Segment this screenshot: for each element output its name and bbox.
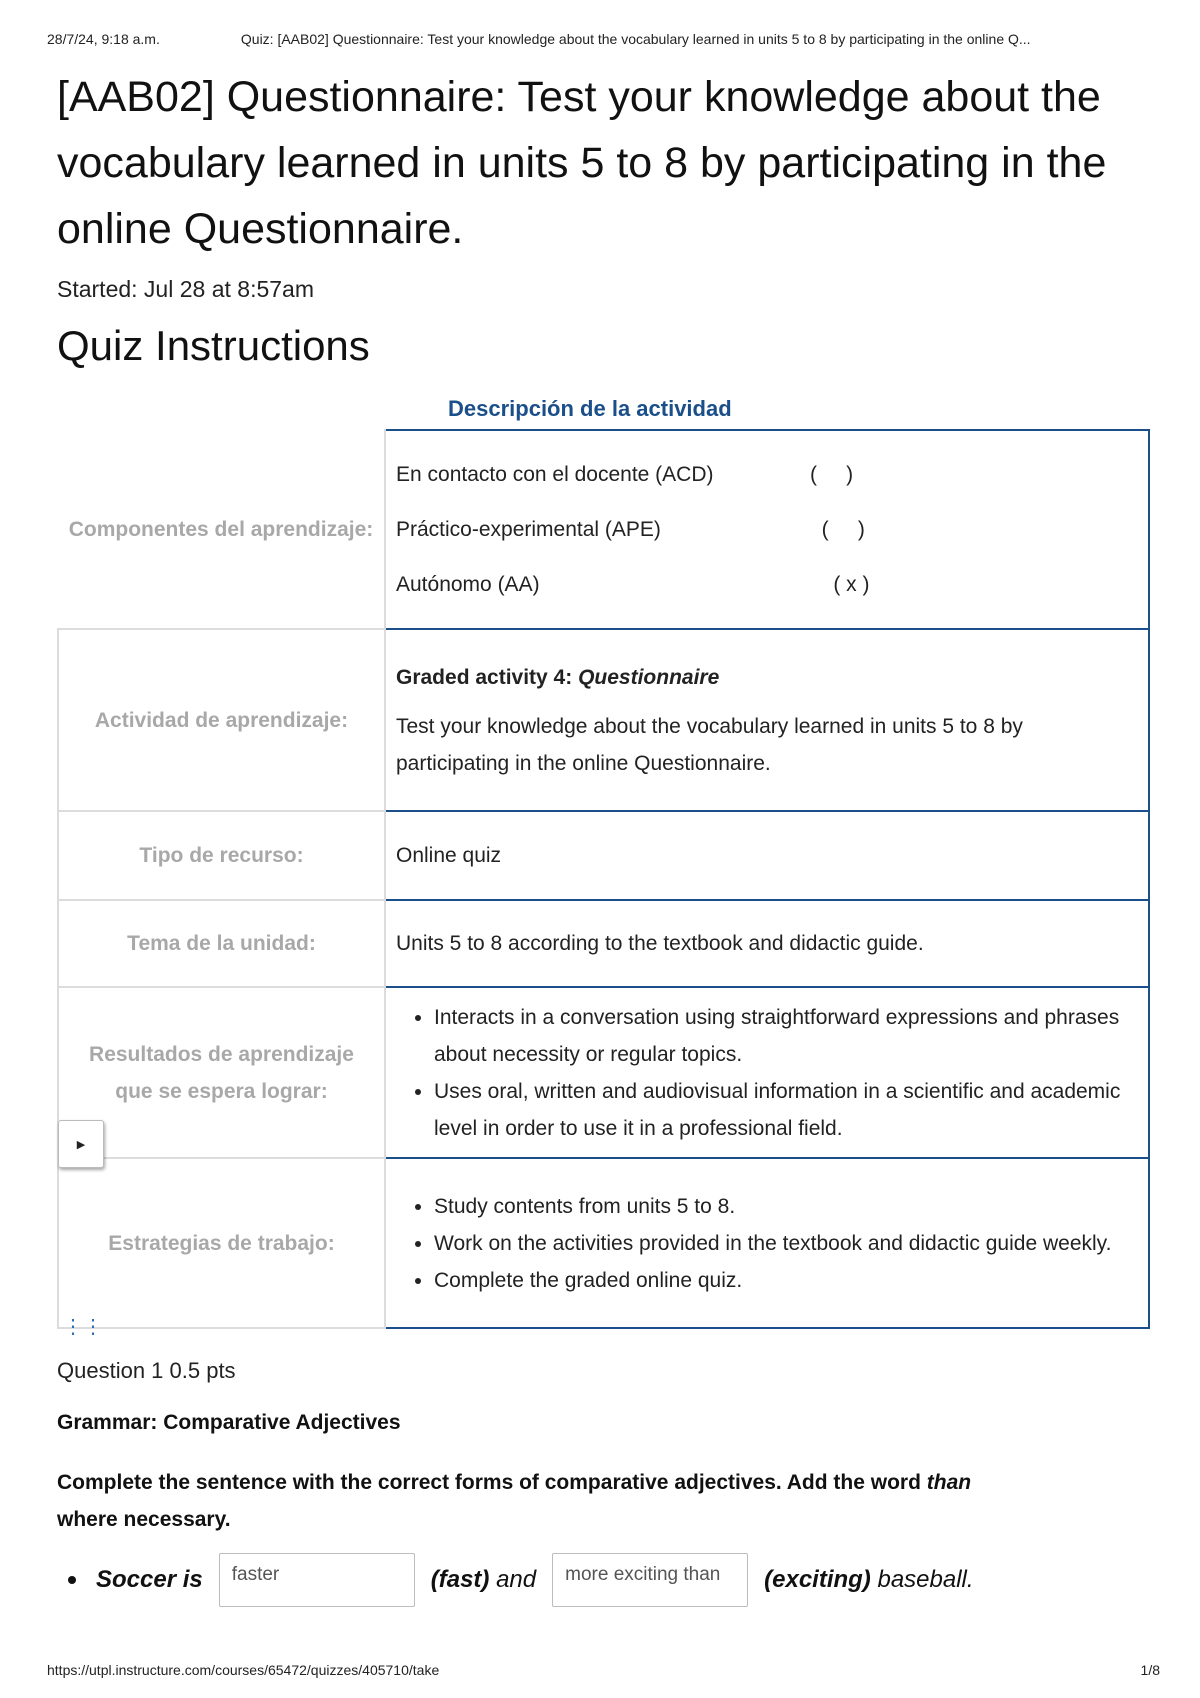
component-ape: Práctico-experimental (APE) ( ) [396,518,865,541]
play-icon: ▶ [76,1138,86,1151]
question-topic: Grammar: Comparative Adjectives [57,1411,401,1434]
activity-description: Test your knowledge about the vocabulary learned in units 5 to 8 by participating in the online Questionnaire. [396,714,1023,775]
strategies-value [385,1158,1149,1328]
row-strategies [58,1158,1149,1328]
outcome-item: • Uses oral, written and audiovisual information in a scientific and academic level in order to use it in a professional field. [434,1073,1138,1147]
components-label: Componentes del aprendizaje: [58,430,385,629]
row-resource [58,811,1149,900]
topic-label: Tema de la unidad: [58,900,385,987]
print-header [47,31,1160,47]
sentence-part-2: (fast) and [430,1566,537,1593]
page-title: [AAB02] Questionnaire: Test your knowledge about the vocabulary learned in units 5 to 8 by participating in the online Questionnaire. [57,73,1107,253]
instructions-heading: Quiz Instructions [57,322,370,369]
strategies-label: Estrategias de trabajo: [58,1158,385,1328]
row-activity [58,629,1149,811]
activity-label: Actividad de aprendizaje: [58,629,385,811]
resource-value: Online quiz [385,811,1149,900]
print-page-number: 1/8 [1140,1662,1160,1678]
component-aa: Autónomo (AA) ( x ) [396,573,870,596]
topic-value: Units 5 to 8 according to the textbook and didactic guide. [385,900,1149,987]
strategy-item: • Complete the graded online quiz. [434,1262,1138,1299]
question-sentence [68,1553,974,1607]
row-topic [58,900,1149,987]
print-footer [47,1662,1160,1678]
strategy-item: • Study contents from units 5 to 8. [434,1188,1138,1225]
print-doc-title: Quiz: [AAB02] Questionnaire: Test your knowledge about the vocabulary learned in units 5 to 8 by participating in the online Q... [240,31,1031,47]
activity-table [57,429,1150,1329]
play-button[interactable] [58,1120,104,1168]
print-date: 28/7/24, 9:18 a.m. [47,31,160,47]
row-components [58,430,1149,629]
activity-value [385,629,1149,811]
activity-description-heading: Descripción de la actividad [448,396,732,421]
row-outcomes [58,987,1149,1158]
drag-handle-icon[interactable]: ⋮⋮ [63,1316,103,1338]
outcome-item: • Interacts in a conversation using straightforward expressions and phrases about necessity or regular topics. [434,999,1138,1073]
answer-input-2[interactable]: more exciting than [552,1553,748,1607]
outcomes-label: Resultados de aprendizaje que se espera lograr: [58,987,385,1158]
resource-label: Tipo de recurso: [58,811,385,900]
sentence-part-1: Soccer is [96,1566,203,1593]
graded-activity-title: Graded activity 4: Questionnaire [396,665,720,689]
components-value [385,430,1149,629]
component-acd: En contacto con el docente (ACD) ( ) [396,463,854,486]
bullet-icon [68,1576,76,1584]
question-instruction: Complete the sentence with the correct forms of comparative adjectives. Add the word than where necessary. [57,1471,972,1531]
started-timestamp: Started: Jul 28 at 8:57am [57,276,314,302]
question-header: Question 1 0.5 pts [57,1358,236,1383]
sentence-part-3: (exciting) baseball. [764,1566,974,1593]
strategy-item: • Work on the activities provided in the textbook and didactic guide weekly. [434,1225,1138,1262]
print-url: https://utpl.instructure.com/courses/65472/quizzes/405710/take [47,1662,440,1678]
outcomes-value [385,987,1149,1158]
answer-input-1[interactable]: faster [219,1553,415,1607]
